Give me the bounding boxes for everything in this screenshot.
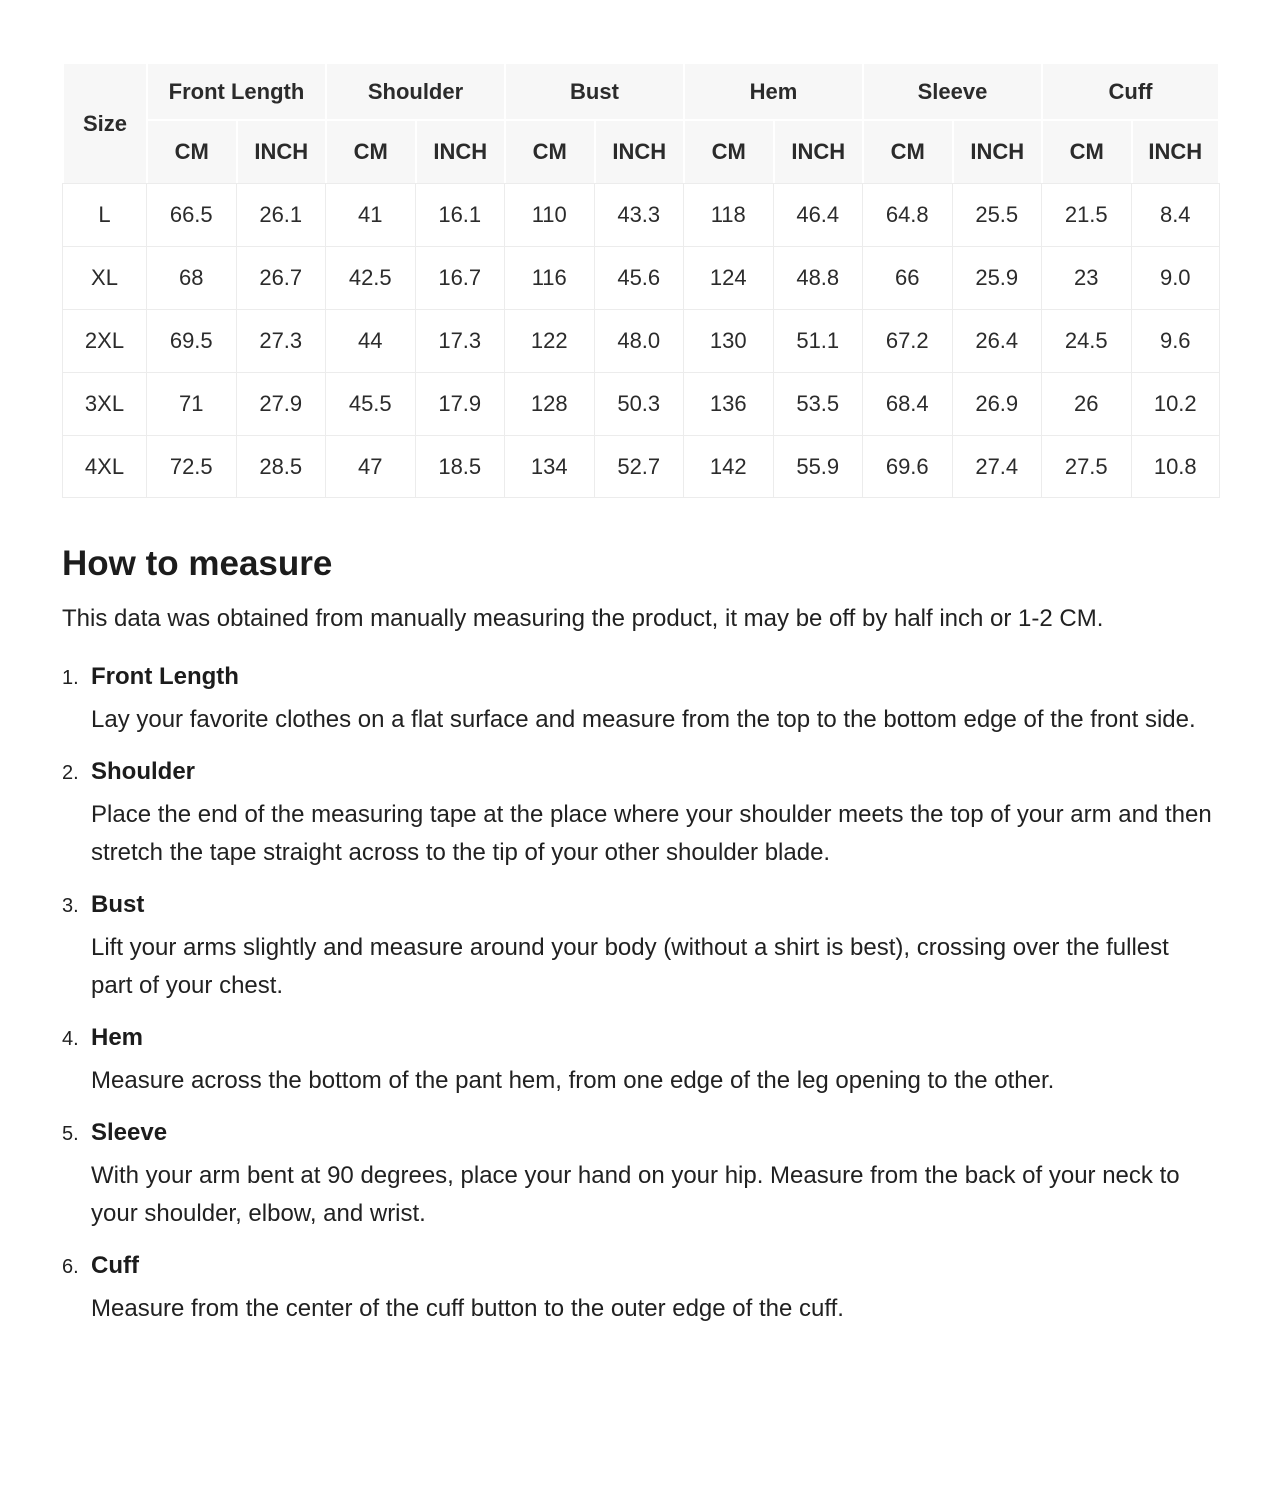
- unit-header-inch: INCH: [952, 119, 1042, 183]
- value-cell: 72.5: [146, 435, 236, 498]
- value-cell: 17.9: [415, 372, 505, 435]
- item-title: Bust: [91, 891, 145, 918]
- size-column-header: Size: [62, 62, 146, 183]
- item-description: Place the end of the measuring tape at the place where your shoulder meets the top of your arm and then stretch the tape straight across to the tip of your other shoulder blade.: [91, 801, 1212, 866]
- column-group-sleeve: Sleeve: [862, 62, 1041, 119]
- column-group-cuff: Cuff: [1041, 62, 1220, 119]
- column-group-header-row: [62, 62, 1220, 119]
- table-row-2xl: [62, 309, 1220, 372]
- table-row-xl: [62, 246, 1220, 309]
- list-item-cuff: [62, 1251, 1220, 1328]
- table-row-3xl: [62, 372, 1220, 435]
- item-description: Measure across the bottom of the pant hem, from one edge of the leg opening to the other.: [91, 1067, 1055, 1094]
- value-cell: 8.4: [1131, 183, 1221, 246]
- measure-intro-text: This data was obtained from manually measuring the product, it may be off by half inch or 1-2 CM.: [62, 605, 1104, 632]
- value-cell: 42.5: [325, 246, 415, 309]
- value-cell: 26.7: [236, 246, 326, 309]
- value-cell: 24.5: [1041, 309, 1131, 372]
- value-cell: 130: [683, 309, 773, 372]
- value-cell: 27.5: [1041, 435, 1131, 498]
- unit-header-inch: INCH: [773, 119, 863, 183]
- item-number: 1.: [62, 667, 79, 689]
- list-item-hem: [62, 1023, 1220, 1100]
- value-cell: 25.9: [952, 246, 1042, 309]
- size-chart-table: [62, 62, 1220, 498]
- value-cell: 53.5: [773, 372, 863, 435]
- value-cell: 26.4: [952, 309, 1042, 372]
- value-cell: 66: [862, 246, 952, 309]
- item-number: 2.: [62, 762, 79, 784]
- value-cell: 50.3: [594, 372, 684, 435]
- value-cell: 10.8: [1131, 435, 1221, 498]
- value-cell: 17.3: [415, 309, 505, 372]
- value-cell: 47: [325, 435, 415, 498]
- size-cell: L: [62, 183, 146, 246]
- unit-header-row: [62, 119, 1220, 183]
- value-cell: 26.1: [236, 183, 326, 246]
- unit-header-cm: CM: [325, 119, 415, 183]
- how-to-measure-heading: How to measure: [62, 544, 333, 583]
- item-title: Hem: [91, 1024, 144, 1051]
- list-item-bust: [62, 890, 1220, 1005]
- item-description: Lift your arms slightly and measure around your body (without a shirt is best), crossing over the fullest part of your chest.: [91, 934, 1169, 999]
- column-group-shoulder: Shoulder: [325, 62, 504, 119]
- list-item-sleeve: [62, 1118, 1220, 1233]
- item-number: 5.: [62, 1123, 79, 1145]
- item-description: Lay your favorite clothes on a flat surface and measure from the top to the bottom edge of the front side.: [91, 706, 1196, 733]
- size-cell: 4XL: [62, 435, 146, 498]
- value-cell: 67.2: [862, 309, 952, 372]
- item-number: 3.: [62, 895, 79, 917]
- column-group-bust: Bust: [504, 62, 683, 119]
- list-item-shoulder: [62, 757, 1220, 872]
- item-title: Sleeve: [91, 1119, 168, 1146]
- value-cell: 46.4: [773, 183, 863, 246]
- value-cell: 110: [504, 183, 594, 246]
- value-cell: 48.0: [594, 309, 684, 372]
- value-cell: 26: [1041, 372, 1131, 435]
- unit-header-cm: CM: [146, 119, 236, 183]
- value-cell: 68: [146, 246, 236, 309]
- value-cell: 25.5: [952, 183, 1042, 246]
- value-cell: 45.5: [325, 372, 415, 435]
- value-cell: 28.5: [236, 435, 326, 498]
- unit-header-cm: CM: [683, 119, 773, 183]
- table-row-l: [62, 183, 1220, 246]
- table-row-4xl: [62, 435, 1220, 498]
- value-cell: 142: [683, 435, 773, 498]
- value-cell: 48.8: [773, 246, 863, 309]
- value-cell: 9.6: [1131, 309, 1221, 372]
- value-cell: 116: [504, 246, 594, 309]
- unit-header-inch: INCH: [415, 119, 505, 183]
- item-title: Cuff: [91, 1252, 139, 1279]
- value-cell: 69.6: [862, 435, 952, 498]
- value-cell: 136: [683, 372, 773, 435]
- value-cell: 10.2: [1131, 372, 1221, 435]
- size-cell: XL: [62, 246, 146, 309]
- item-description: Measure from the center of the cuff button to the outer edge of the cuff.: [91, 1295, 844, 1322]
- value-cell: 21.5: [1041, 183, 1131, 246]
- value-cell: 68.4: [862, 372, 952, 435]
- item-title: Shoulder: [91, 758, 196, 785]
- value-cell: 9.0: [1131, 246, 1221, 309]
- value-cell: 71: [146, 372, 236, 435]
- value-cell: 16.7: [415, 246, 505, 309]
- unit-header-cm: CM: [504, 119, 594, 183]
- item-title: Front Length: [91, 663, 239, 690]
- value-cell: 23: [1041, 246, 1131, 309]
- item-description: With your arm bent at 90 degrees, place your hand on your hip. Measure from the back of your neck to your shoulder, elbow, and wrist.: [91, 1162, 1180, 1227]
- item-number: 4.: [62, 1028, 79, 1050]
- list-item-front-length: [62, 662, 1220, 739]
- column-group-hem: Hem: [683, 62, 862, 119]
- value-cell: 16.1: [415, 183, 505, 246]
- value-cell: 124: [683, 246, 773, 309]
- unit-header-cm: CM: [862, 119, 952, 183]
- measure-instruction-list: [62, 662, 1220, 1328]
- value-cell: 27.3: [236, 309, 326, 372]
- value-cell: 18.5: [415, 435, 505, 498]
- value-cell: 43.3: [594, 183, 684, 246]
- item-number: 6.: [62, 1256, 79, 1278]
- value-cell: 52.7: [594, 435, 684, 498]
- size-cell: 2XL: [62, 309, 146, 372]
- size-cell: 3XL: [62, 372, 146, 435]
- value-cell: 66.5: [146, 183, 236, 246]
- value-cell: 122: [504, 309, 594, 372]
- value-cell: 118: [683, 183, 773, 246]
- unit-header-cm: CM: [1041, 119, 1131, 183]
- unit-header-inch: INCH: [594, 119, 684, 183]
- column-group-front-length: Front Length: [146, 62, 325, 119]
- value-cell: 69.5: [146, 309, 236, 372]
- value-cell: 27.9: [236, 372, 326, 435]
- value-cell: 26.9: [952, 372, 1042, 435]
- value-cell: 55.9: [773, 435, 863, 498]
- value-cell: 27.4: [952, 435, 1042, 498]
- unit-header-inch: INCH: [1131, 119, 1221, 183]
- value-cell: 128: [504, 372, 594, 435]
- value-cell: 64.8: [862, 183, 952, 246]
- value-cell: 51.1: [773, 309, 863, 372]
- value-cell: 134: [504, 435, 594, 498]
- unit-header-inch: INCH: [236, 119, 326, 183]
- value-cell: 45.6: [594, 246, 684, 309]
- value-cell: 44: [325, 309, 415, 372]
- value-cell: 41: [325, 183, 415, 246]
